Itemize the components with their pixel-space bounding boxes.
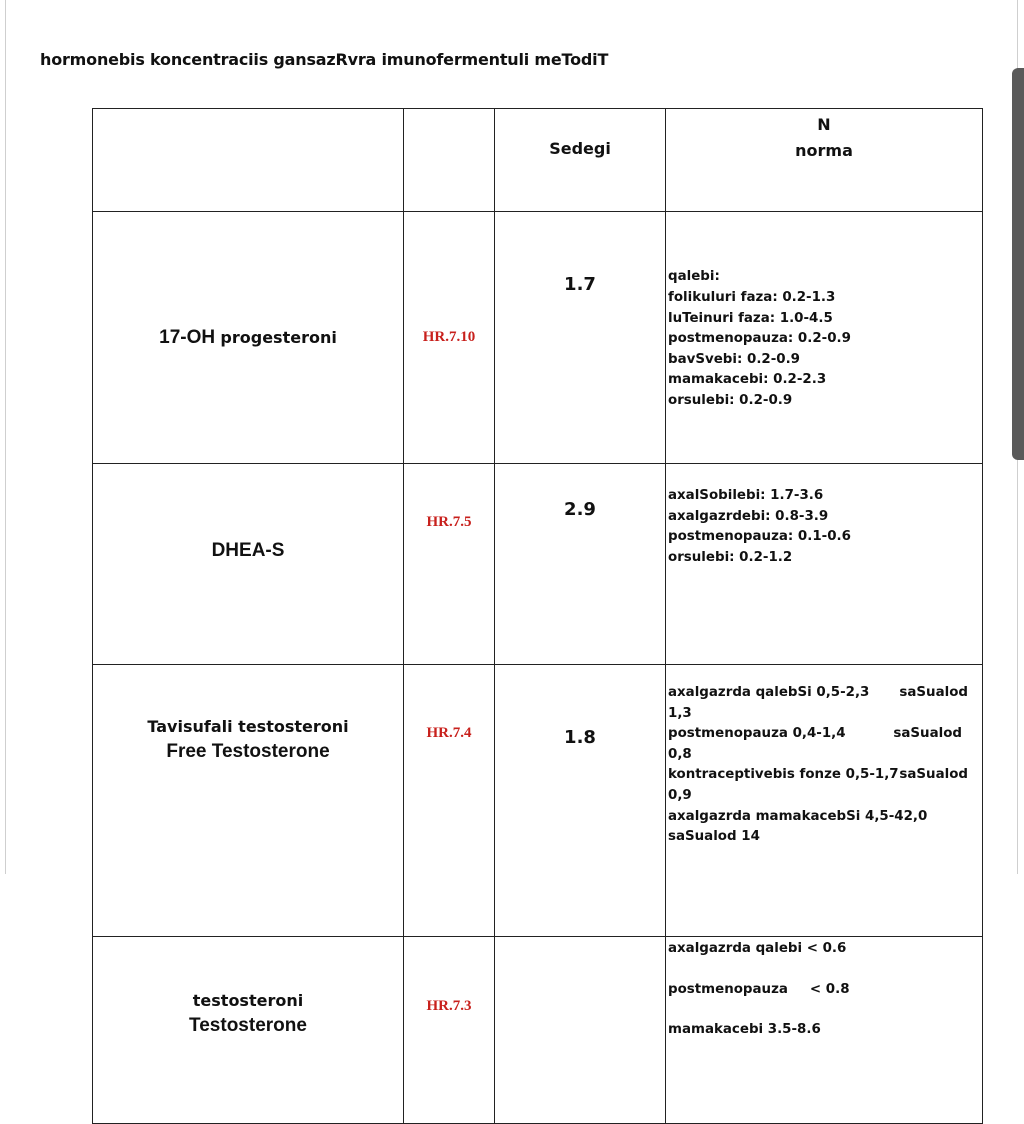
table-row bbox=[93, 665, 983, 937]
norm-line: mamakacebi 3.5-8.6 bbox=[668, 1022, 821, 1038]
norm-spacer bbox=[668, 1000, 982, 1020]
test-name-local: Tavisufali testosteroni bbox=[147, 717, 349, 736]
norm-cell bbox=[666, 665, 983, 937]
norm-line bbox=[668, 724, 982, 745]
test-name-english: Free Testosterone bbox=[166, 741, 330, 762]
norm-line: postmenopauza: 0.2-0.9 bbox=[668, 331, 851, 347]
table-row bbox=[93, 937, 983, 1124]
scrollbar[interactable] bbox=[1012, 68, 1024, 460]
norm-line bbox=[668, 683, 982, 704]
norm-cell bbox=[666, 937, 983, 1124]
header-norm-n: N bbox=[817, 115, 831, 134]
norm-line: qalebi: bbox=[668, 269, 720, 285]
test-result bbox=[495, 937, 666, 1124]
norm-line: axalgazrda mamakacebSi 4,5-42,0 bbox=[668, 808, 928, 824]
norm-cell bbox=[666, 464, 983, 665]
norm-line: 1,3 bbox=[668, 705, 692, 721]
norm-average-label: saSualod bbox=[893, 726, 962, 742]
norm-line: mamakacebi: 0.2-2.3 bbox=[668, 372, 827, 388]
test-name: DHEA-S bbox=[211, 540, 285, 561]
norm-line: bavSvebi: 0.2-0.9 bbox=[668, 351, 800, 367]
header-result bbox=[495, 109, 666, 212]
test-name-prefix: 17-OH bbox=[159, 326, 216, 348]
norm-line: saSualod 14 bbox=[668, 829, 760, 845]
test-name-cell bbox=[93, 212, 404, 464]
header-norm bbox=[666, 109, 983, 212]
test-code: HR.7.4 bbox=[404, 665, 495, 937]
header-empty-1 bbox=[93, 109, 404, 212]
norm-range: axalgazrda qalebSi 0,5-2,3 bbox=[668, 685, 870, 700]
norm-cell bbox=[666, 212, 983, 464]
test-name-cell bbox=[93, 665, 404, 937]
test-result bbox=[495, 464, 666, 665]
test-result-value: 1.7 bbox=[564, 274, 596, 295]
norm-range: < 0.8 bbox=[809, 981, 850, 997]
test-result bbox=[495, 212, 666, 464]
norm-range: postmenopauza 0,4-1,4 bbox=[668, 726, 846, 742]
test-code: HR.7.3 bbox=[404, 937, 495, 1124]
test-result-value: 2.9 bbox=[564, 499, 596, 520]
test-code: HR.7.5 bbox=[404, 464, 495, 665]
norm-line: axalgazrdebi: 0.8-3.9 bbox=[668, 508, 829, 524]
table-row bbox=[93, 464, 983, 665]
norm-line: axalgazrda qalebi < 0.6 bbox=[668, 941, 847, 956]
norm-group: postmenopauza bbox=[668, 981, 788, 997]
norm-line: folikuluri faza: 0.2-1.3 bbox=[668, 290, 836, 306]
test-result-value: 1.8 bbox=[564, 727, 596, 748]
test-code: HR.7.10 bbox=[404, 212, 495, 464]
norm-range: kontraceptivebis fonze 0,5-1,7 bbox=[668, 767, 899, 783]
norm-average-label: saSualod bbox=[899, 767, 968, 783]
hormone-table bbox=[92, 108, 983, 1124]
test-name: progesteroni bbox=[220, 327, 337, 347]
test-result bbox=[495, 665, 666, 937]
norm-line: orsulebi: 0.2-1.2 bbox=[668, 549, 793, 565]
norm-line: luTeinuri faza: 1.0-4.5 bbox=[668, 310, 833, 326]
table-header-row bbox=[93, 109, 983, 212]
header-result-label: Sedegi bbox=[549, 139, 611, 158]
norm-line bbox=[668, 765, 982, 786]
norm-line: axalSobilebi: 1.7-3.6 bbox=[668, 488, 824, 503]
test-name-cell bbox=[93, 464, 404, 665]
test-name-english: Testosterone bbox=[189, 1015, 307, 1036]
test-name-local: testosteroni bbox=[192, 991, 304, 1010]
norm-spacer bbox=[668, 960, 982, 980]
table-row bbox=[93, 212, 983, 464]
header-norm-label: norma bbox=[795, 141, 853, 160]
norm-average-label: saSualod bbox=[899, 685, 968, 700]
norm-line: 0,9 bbox=[668, 787, 692, 803]
norm-line: 0,8 bbox=[668, 746, 692, 762]
header-empty-2 bbox=[404, 109, 495, 212]
norm-line bbox=[668, 980, 982, 1001]
page-title: hormonebis koncentraciis gansazRvra imunofermentuli meTodiT bbox=[40, 50, 609, 69]
norm-line: orsulebi: 0.2-0.9 bbox=[668, 392, 793, 408]
norm-line: postmenopauza: 0.1-0.6 bbox=[668, 529, 851, 545]
test-name-cell bbox=[93, 937, 404, 1124]
